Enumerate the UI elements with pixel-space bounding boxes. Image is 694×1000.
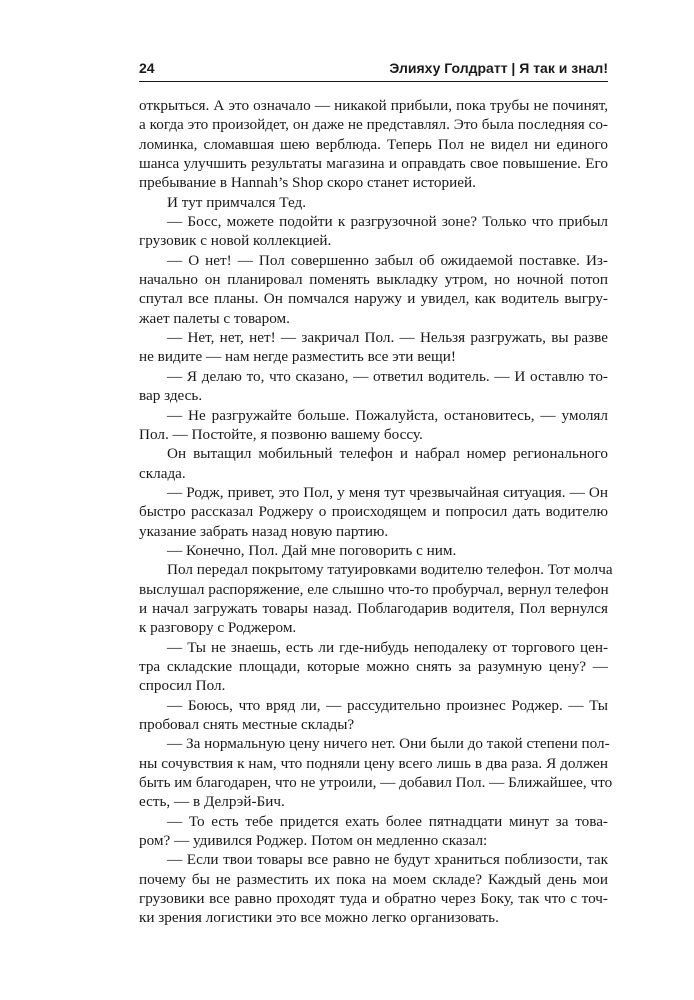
text-line: спросил Пол. xyxy=(139,677,226,695)
text-line: ки зрения логистики это все можно легко организовать. xyxy=(139,909,499,927)
text-line: — Конечно, Пол. Дай мне поговорить с ним. xyxy=(167,541,457,559)
text-line: — Я делаю то, что сказано, — ответил водитель. — И оставлю то- xyxy=(167,367,608,385)
body-text xyxy=(139,96,613,928)
text-line: пробовал снять местные склады? xyxy=(139,716,355,733)
text-line: — Нет, нет, нет! — закричал Пол. — Нельзя разгружать, вы разве xyxy=(167,329,608,347)
text-line: — Если твои товары все равно не будут храниться поблизости, так xyxy=(167,851,608,869)
page-header xyxy=(139,59,608,82)
text-line: — Не разгружайте больше. Пожалуйста, остановитесь, — умолял xyxy=(167,406,608,424)
text-line: почему бы не разместить их пока на моем складе? Каждый день мои xyxy=(139,870,608,888)
text-line: ны сочувствия к нам, что подняли цену всего лишь в два раза. Я должен xyxy=(139,754,608,772)
text-line: ломинка, сломавшая шею верблюда. Теперь Пол не видел ни единого xyxy=(139,135,608,153)
text-line: начально он планировал поменять выкладку утром, но ночной потоп xyxy=(139,271,608,289)
text-line: — Босс, можете подойти к разгрузочной зоне? Только что прибыл xyxy=(167,213,608,231)
page-number: 24 xyxy=(139,60,155,76)
text-line: к разговору с Роджером. xyxy=(139,619,297,637)
text-line: а когда это произойдет, он даже не представлял. Это была последняя со- xyxy=(139,116,608,134)
text-line: Он вытащил мобильный телефон и набрал номер регионального xyxy=(167,445,608,463)
text-line: и начал загружать товары назад. Поблагодарив водителя, Пол вернулся xyxy=(139,599,608,617)
text-line: — За нормальную цену ничего нет. Они были до такой степени пол- xyxy=(167,735,610,753)
text-line: указание забрать назад новую партию. xyxy=(139,522,389,540)
text-line: вар здесь. xyxy=(139,387,203,405)
text-line: Пол. — Постойте, я позвоню вашему боссу. xyxy=(139,425,423,443)
text-line: пребывание в Hannah’s Shop скоро станет историей. xyxy=(139,174,476,192)
text-line: грузовики все равно проходят туда и обратно через Боку, так что с точ- xyxy=(139,890,608,908)
text-line: — О нет! — Пол совершенно забыл об ожидаемой поставке. Из- xyxy=(167,251,608,269)
text-line: — Ты не знаешь, есть ли где-нибудь неподалеку от торгового цен- xyxy=(167,638,608,656)
text-line: И тут примчался Тед. xyxy=(167,193,307,211)
text-line: грузовик с новой коллекцией. xyxy=(139,232,332,250)
text-line: — То есть тебе придется ехать более пятнадцати минут за това- xyxy=(167,812,608,830)
running-head: Элияху Голдратт | Я так и знал! xyxy=(389,60,608,76)
text-line: склада. xyxy=(139,464,186,482)
text-line: быстро рассказал Роджеру о происходящем и попросил дать водителю xyxy=(139,503,608,521)
text-line: не видите — нам негде разместить все эти вещи! xyxy=(139,348,456,366)
text-line: — Родж, привет, это Пол, у меня тут чрезвычайная ситуация. — Он xyxy=(167,483,608,501)
text-line: выслушал распоряжение, еле слышно что-то пробурчал, вернул телефон xyxy=(139,580,609,598)
text-line: — Боюсь, что вряд ли, — рассудительно произнес Роджер. — Ты xyxy=(167,696,608,714)
text-line: открыться. А это означало — никакой прибыли, пока трубы не починят, xyxy=(139,97,608,114)
text-line: спутал все планы. Он помчался наружу и увидел, как водитель выгру- xyxy=(139,290,608,308)
text-line: есть, — в Делрэй-Бич. xyxy=(139,793,285,811)
text-line: жает палеты с товаром. xyxy=(139,309,290,327)
text-line: ром? — удивился Роджер. Потом он медленно сказал: xyxy=(139,832,488,850)
text-line: быть им благодарен, что не утроили, — добавил Пол. — Ближайшее, что xyxy=(139,774,613,792)
text-line: Пол передал покрытому татуировками водителю телефон. Тот молча xyxy=(167,561,613,579)
text-line: шанса улучшить результаты магазина и оправдать свое повышение. Его xyxy=(139,155,608,173)
text-line: тра складские площади, которые можно снять за разумную цену? — xyxy=(139,657,608,675)
